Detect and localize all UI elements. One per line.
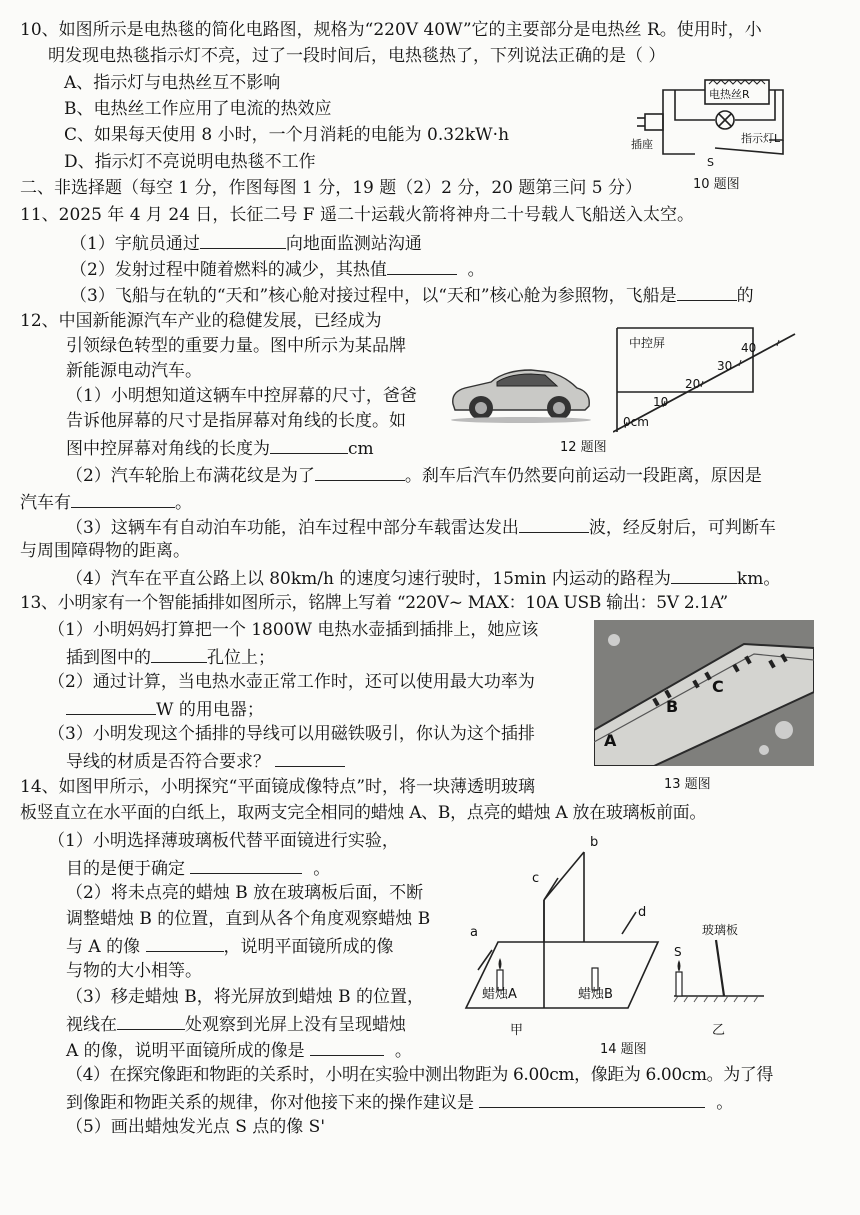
q14-side-view-diagram <box>668 920 768 1040</box>
q14-stem-line2: 板竖直立在水平面的白纸上，取两支完全相同的蜡烛 A、B，点亮的蜡烛 A 放在玻璃板前面。 <box>20 803 707 823</box>
q12-part3-text: （3）这辆车有自动泊车功能，泊车过程中部分车载雷达发出 <box>66 518 519 538</box>
q10-circuit-diagram <box>615 62 805 172</box>
q10-option-c: C、如果每天使用 8 小时，一个月消耗的电能为 0.32kW·h <box>64 125 510 145</box>
q14-part1-line1: （1）小明选择薄玻璃板代替平面镜进行实验， <box>48 831 399 851</box>
q13-part3-line1: （3）小明发现这个插排的导线可以用磁铁吸引，你认为这个插排 <box>48 724 535 744</box>
q11-part1-text: （1）宇航员通过 <box>70 234 200 254</box>
point-b-label: b <box>590 835 599 850</box>
q13-part3-line2 <box>66 750 345 772</box>
q12-part2-line1 <box>66 464 762 486</box>
q13-part1-text: 插到图中的 <box>66 648 151 668</box>
q11-part2-tail: 。 <box>467 260 485 280</box>
q14-part3-line3-tail: 。 <box>394 1041 412 1061</box>
q14-part3-text: 视线在 <box>66 1015 117 1035</box>
q11-part1-tail: 向地面监测站沟通 <box>285 234 422 254</box>
q14-part2-line2: 调整蜡烛 B 的位置，直到从各个角度观察蜡烛 B <box>66 909 431 929</box>
q12-part2-line2 <box>20 491 192 513</box>
q12-figure-caption: 12 题图 <box>560 440 607 455</box>
q14-part2-line4: 与物的大小相等。 <box>66 961 202 981</box>
q12-part1-line3 <box>66 437 374 459</box>
candle-a-label: 蜡烛A <box>482 987 517 1002</box>
q14-part3-line3 <box>66 1039 412 1061</box>
answer-blank[interactable] <box>270 437 348 454</box>
q10-line1: 10、如图所示是电热毯的简化电路图，规格为“220V 40W”它的主要部分是电热丝 R。使用时，小 <box>20 20 762 40</box>
q12-part4-unit: km。 <box>736 569 781 589</box>
answer-blank[interactable] <box>66 698 156 715</box>
q14-part2-line3 <box>66 935 394 957</box>
q14-stem-line1: 14、如图甲所示，小明探究“平面镜成像特点”时，将一块薄透明玻璃 <box>20 777 536 797</box>
q12-part4 <box>66 567 780 589</box>
q11-part1 <box>70 232 422 254</box>
answer-blank[interactable] <box>519 516 589 533</box>
q12-screen-ruler-diagram <box>613 322 798 437</box>
lamp-label: 指示灯L <box>741 132 781 145</box>
glass-plate-label: 玻璃板 <box>702 923 739 937</box>
q14-part2-text: 与 A 的像 <box>66 937 141 957</box>
q14-figure-caption: 14 题图 <box>600 1042 647 1057</box>
point-c-label: c <box>532 871 540 886</box>
q12-part2-text: （2）汽车轮胎上布满花纹是为了 <box>66 466 315 486</box>
q14-part4-line1: （4）在探究像距和物距的关系时，小明在实验中测出物距为 6.00cm，像距为 6.00cm。为了得 <box>66 1065 774 1085</box>
q10-option-d: D、指示灯不亮说明电热毯不工作 <box>64 152 316 172</box>
q13-part1-line2 <box>66 646 275 668</box>
q12-part2-tail: 。刹车后汽车仍然要向前运动一段距离，原因是 <box>404 466 762 486</box>
ruler-tick-label: 30 <box>717 359 733 373</box>
q13-part2-line2 <box>66 698 264 720</box>
q10-option-a: A、指示灯与电热丝互不影响 <box>64 73 281 93</box>
heater-label: 电热丝R <box>709 88 750 101</box>
answer-blank[interactable] <box>310 1039 384 1056</box>
answer-blank[interactable] <box>387 258 457 275</box>
q12-part2-line2-tail: 。 <box>175 493 192 513</box>
answer-blank[interactable] <box>671 567 737 584</box>
q12-car-picture <box>445 362 595 424</box>
q11-part3-tail: 的 <box>736 286 754 306</box>
q14-part1-line2 <box>66 857 330 879</box>
q14-part3-line3-text: A 的像，说明平面镜所成的像是 <box>66 1041 305 1061</box>
q12-part1-unit: cm <box>348 439 374 459</box>
answer-blank[interactable] <box>479 1091 705 1108</box>
q13-part2-tail: W 的用电器； <box>156 700 264 720</box>
ruler-tick-label: 0cm <box>623 415 649 429</box>
figure-yi-label: 乙 <box>712 1023 726 1038</box>
strip-label-a: A <box>604 731 617 750</box>
q10-option-b: B、电热丝工作应用了电流的热效应 <box>64 99 332 119</box>
q11-part3-text: （3）飞船与在轨的“天和”核心舱对接过程中，以“天和”核心舱为参照物，飞船是 <box>70 286 677 306</box>
q13-figure-caption: 13 题图 <box>664 777 711 792</box>
answer-blank[interactable] <box>200 232 286 249</box>
q14-part1-text: 目的是便于确定 <box>66 859 185 879</box>
q14-part3-tail: 处观察到光屏上没有呈现蜡烛 <box>185 1015 406 1035</box>
q12-part4-text: （4）汽车在平直公路上以 80km/h 的速度匀速行驶时，15min 内运动的路程为 <box>66 569 671 589</box>
q12-stem-line1: 12、中国新能源汽车产业的稳健发展，已经成为 <box>20 311 382 331</box>
q12-stem-line2: 引领绿色转型的重要力量。图中所示为某品牌 <box>66 336 406 356</box>
section-two-heading: 二、非选择题（每空 1 分，作图每图 1 分，19 题（2）2 分，20 题第三问 5 分） <box>20 178 642 198</box>
q13-part2-line1: （2）通过计算，当电热水壶正常工作时，还可以使用最大功率为 <box>48 672 535 692</box>
point-s-label: S <box>674 945 682 959</box>
q13-part1-line1: （1）小明妈妈打算把一个 1800W 电热水壶插到插排上，她应该 <box>48 620 539 640</box>
figure-jia-label: 甲 <box>510 1023 524 1038</box>
q14-part1-tail: 。 <box>313 859 331 879</box>
q11-part2 <box>70 258 485 280</box>
q14-part3-line1: （3）移走蜡烛 B，将光屏放到蜡烛 B 的位置， <box>66 987 425 1007</box>
q14-part4-line2 <box>66 1091 733 1113</box>
ruler-tick-label: 10 <box>653 395 669 409</box>
q14-part2-line1: （2）将未点亮的蜡烛 B 放在玻璃板后面，不断 <box>66 883 424 903</box>
q11-part3 <box>70 284 754 306</box>
q13-power-strip-photo <box>594 620 814 766</box>
q12-part1-text: 图中控屏幕对角线的长度为 <box>66 439 270 459</box>
q14-part4-text: 到像距和物距关系的规律，你对他接下来的操作建议是 <box>66 1093 474 1113</box>
q12-part2-line2-text: 汽车有 <box>20 493 71 513</box>
answer-blank[interactable] <box>677 284 737 301</box>
q13-stem: 13、小明家有一个智能插排如图所示，铭牌上写着 “220V~ MAX：10A USB 输出：5V 2.1A” <box>20 593 728 613</box>
strip-label-b: B <box>666 697 679 716</box>
switch-label: S <box>707 156 714 169</box>
q12-part3-line1 <box>66 516 776 538</box>
q12-part3-tail: 波，经反射后，可判断车 <box>588 518 776 538</box>
q10-figure-caption: 10 题图 <box>693 177 740 192</box>
point-a-label: a <box>470 925 478 940</box>
q12-stem-line3: 新能源电动汽车。 <box>66 361 202 381</box>
candle-b-label: 蜡烛B <box>578 987 613 1002</box>
q13-part3-text: 导线的材质是否符合要求？ <box>66 752 270 772</box>
q10-line2: 明发现电热毯指示灯不亮，过了一段时间后，电热毯热了，下列说法正确的是（ ） <box>48 46 666 66</box>
answer-blank[interactable] <box>315 464 405 481</box>
q14-mirror-setup-diagram <box>462 830 672 1040</box>
point-d-label: d <box>638 905 647 920</box>
answer-blank[interactable] <box>146 935 224 952</box>
q14-part4-tail: 。 <box>716 1093 734 1113</box>
ruler-tick-label: 20 <box>685 377 701 391</box>
q12-part1-line1: （1）小明想知道这辆车中控屏幕的尺寸，爸爸 <box>66 386 417 406</box>
answer-blank[interactable] <box>275 750 345 767</box>
socket-label: 插座 <box>631 138 653 151</box>
q11-part2-text: （2）发射过程中随着燃料的减少，其热值 <box>70 260 387 280</box>
strip-label-c: C <box>712 677 724 696</box>
q12-part3-line2: 与周围障碍物的距离。 <box>20 541 190 561</box>
q12-part1-line2: 告诉他屏幕的尺寸是指屏幕对角线的长度。如 <box>66 411 406 431</box>
q13-part1-tail: 孔位上； <box>207 648 275 668</box>
q11-stem: 11、2025 年 4 月 24 日，长征二号 F 遥二十运载火箭将神舟二十号载人飞船送入太空。 <box>20 205 694 225</box>
q14-part5: （5）画出蜡烛发光点 S 点的像 S' <box>66 1117 325 1137</box>
q14-part2-tail: ，说明平面镜所成的像 <box>223 937 394 957</box>
answer-blank[interactable] <box>151 646 207 663</box>
answer-blank[interactable] <box>190 857 302 874</box>
screen-label: 中控屏 <box>629 336 666 350</box>
answer-blank[interactable] <box>117 1013 185 1030</box>
q14-part3-line2 <box>66 1013 406 1035</box>
ruler-tick-label: 40 <box>741 341 757 355</box>
answer-blank[interactable] <box>71 491 175 508</box>
